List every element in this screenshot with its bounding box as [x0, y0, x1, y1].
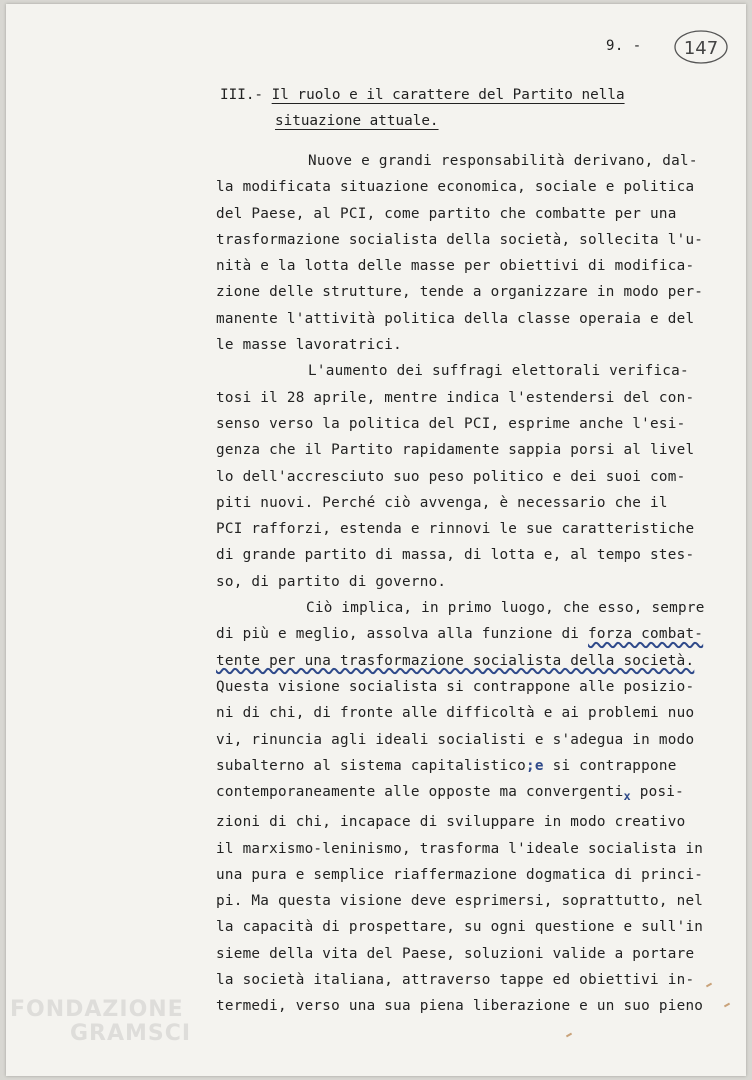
- text-line: senso verso la politica del PCI, esprime anche l'esi-: [216, 415, 686, 432]
- text-line: del Paese, al PCI, come partito che combatte per una: [216, 205, 677, 222]
- document-body: [216, 148, 716, 1020]
- text-fragment: subalterno al sistema capitalistico: [216, 757, 527, 774]
- text-line: [216, 648, 716, 674]
- text-line: vi, rinuncia agli ideali socialisti e s'adegua in modo: [216, 731, 695, 748]
- watermark-line-2: GRAMSCI: [70, 1021, 192, 1046]
- archive-stamp-number: 147: [683, 38, 719, 59]
- text-line: [216, 753, 716, 779]
- handwritten-underline-text: forza combat-: [588, 626, 704, 643]
- heading-line-1: Il ruolo e il carattere del Partito nella: [271, 87, 625, 103]
- archive-stamp: [672, 28, 730, 66]
- text-line: pi. Ma questa visione deve esprimersi, soprattutto, nel: [216, 893, 704, 910]
- heading-numeral: III.-: [220, 87, 264, 103]
- watermark-line-1: FONDAZIONE: [10, 997, 184, 1022]
- text-fragment: si contrappone: [543, 757, 677, 774]
- text-fragment: di più e meglio, assolva alla funzione di: [216, 626, 589, 643]
- text-line: L'aumento dei suffragi elettorali verifica-: [308, 363, 689, 380]
- handwritten-correction: ;e: [526, 757, 544, 774]
- archive-watermark: [10, 998, 191, 1046]
- text-line: Nuove e grandi responsabilità derivano, dal-: [308, 153, 698, 169]
- handwritten-correction: x: [623, 788, 631, 803]
- text-line: le masse lavoratrici.: [216, 337, 403, 354]
- text-line: PCI rafforzi, estenda e rinnovi le sue caratteristiche: [216, 521, 695, 538]
- text-line: lo dell'accresciuto suo peso politico e dei suoi com-: [216, 468, 686, 485]
- section-heading: [220, 82, 625, 134]
- text-line: sieme della vita del Paese, soluzioni valide a portare: [216, 945, 695, 962]
- text-line: so, di partito di governo.: [216, 573, 447, 590]
- text-line: il marxismo-leninismo, trasforma l'ideale socialista in: [216, 840, 704, 857]
- text-line: nità e la lotta delle masse per obiettivi di modifica-: [216, 258, 695, 275]
- text-line: genza che il Partito rapidamente sappia porsi al livel: [216, 442, 695, 459]
- text-line: trasformazione socialista della società, sollecita l'u-: [216, 231, 704, 248]
- page-number: 9. -: [606, 38, 642, 54]
- paper-speck: [566, 1033, 572, 1038]
- text-line: [216, 779, 716, 809]
- text-line: zione delle strutture, tende a organizzare in modo per-: [216, 284, 704, 301]
- text-line: Ciò implica, in primo luogo, che esso, sempre: [306, 600, 705, 617]
- text-line: ni di chi, di fronte alle difficoltà e ai problemi nuo: [216, 705, 695, 722]
- text-line: una pura e semplice riaffermazione dogmatica di princi-: [216, 866, 704, 883]
- text-line: tosi il 28 aprile, mentre indica l'estendersi del con-: [216, 389, 695, 406]
- text-line: la capacità di prospettare, su ogni questione e sull'in: [216, 919, 704, 936]
- text-line: la società italiana, attraverso tappe ed obiettivi in-: [216, 972, 695, 989]
- paper-speck: [724, 1003, 730, 1008]
- text-line: [216, 621, 716, 647]
- text-line: manente l'attività politica della classe operaia e del: [216, 310, 695, 327]
- document-page: [6, 4, 746, 1076]
- handwritten-underline-text: tente per una trasformazione socialista della società.: [216, 652, 695, 669]
- text-fragment: contemporaneamente alle opposte ma convergenti: [216, 784, 624, 801]
- text-line: di grande partito di massa, di lotta e, al tempo stes-: [216, 547, 695, 564]
- text-line: la modificata situazione economica, sociale e politica: [216, 179, 695, 196]
- text-fragment: posi-: [630, 784, 685, 801]
- text-line: Questa visione socialista si contrappone alle posizio-: [216, 678, 695, 695]
- text-line: zioni di chi, incapace di sviluppare in modo creativo: [216, 814, 686, 831]
- heading-line-2: situazione attuale.: [275, 113, 439, 129]
- text-line: piti nuovi. Perché ciò avvenga, è necessario che il: [216, 494, 668, 511]
- text-line: termedi, verso una sua piena liberazione e un suo pieno: [216, 998, 704, 1015]
